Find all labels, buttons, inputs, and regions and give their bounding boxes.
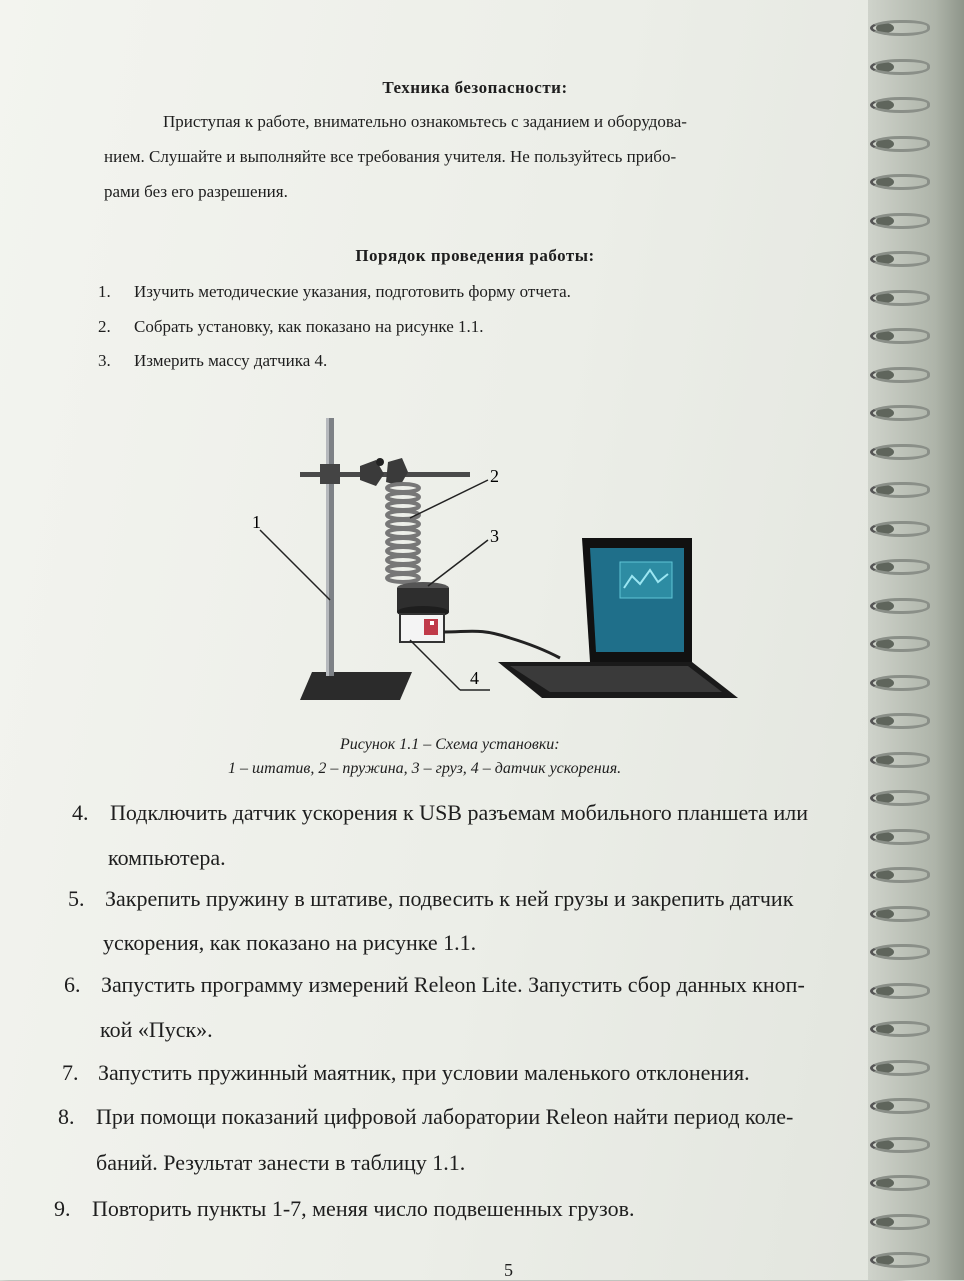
spiral-coil <box>870 1214 930 1230</box>
figure-label-4: 4 <box>470 668 479 688</box>
step-number: 1. <box>98 282 111 301</box>
step-text-continued: кой «Пуск». <box>100 1017 213 1042</box>
step-number: 7. <box>62 1060 79 1085</box>
step-text: Запустить пружинный маятник, при условии маленького отклонения. <box>98 1060 750 1085</box>
step-text: Собрать установку, как показано на рисунке 1.1. <box>134 317 484 336</box>
figure-caption-title: Рисунок 1.1 – Схема установки: <box>340 736 560 753</box>
step-number: 5. <box>68 886 85 911</box>
spiral-coil <box>870 521 930 537</box>
step-text-continued: ускорения, как показано на рисунке 1.1. <box>103 930 477 955</box>
stand-base <box>300 672 412 700</box>
spiral-coil <box>870 944 930 960</box>
spiral-coil <box>870 367 930 383</box>
laptop <box>498 538 738 698</box>
step-number: 3. <box>98 351 111 370</box>
spiral-coil <box>870 1060 930 1076</box>
spiral-coil <box>870 251 930 267</box>
step-text-continued: компьютера. <box>108 845 226 870</box>
figure-label-3: 3 <box>490 526 499 546</box>
sensor-cable <box>444 631 560 658</box>
spiral-coil <box>870 906 930 922</box>
procedure-heading: Порядок проведения работы: <box>355 246 595 265</box>
step-text: Измерить массу датчика 4. <box>134 351 328 370</box>
spiral-coil <box>870 328 930 344</box>
spiral-coil <box>870 213 930 229</box>
page-number: 5 <box>504 1260 513 1280</box>
safety-line-2: нием. Слушайте и выполняйте все требования учителя. Не пользуйтесь прибо- <box>104 147 677 166</box>
safety-heading: Техника безопасности: <box>382 78 568 97</box>
figure-caption-legend: 1 – штатив, 2 – пружина, 3 – груз, 4 – датчик ускорения. <box>228 760 622 777</box>
spiral-coil <box>870 444 930 460</box>
spiral-coil <box>870 97 930 113</box>
spiral-coil <box>870 405 930 421</box>
spiral-coil <box>870 59 930 75</box>
safety-line-1: Приступая к работе, внимательно ознакомьтесь с заданием и оборудова- <box>163 112 687 131</box>
spiral-coil <box>870 20 930 36</box>
step-number: 9. <box>54 1196 71 1221</box>
step-text: Изучить методические указания, подготовить форму отчета. <box>134 282 571 301</box>
spiral-coil <box>870 675 930 691</box>
spiral-coil <box>870 1021 930 1037</box>
step-text-continued: баний. Результат занести в таблицу 1.1. <box>96 1150 466 1175</box>
spring <box>387 484 419 582</box>
figure-label-1: 1 <box>252 512 261 532</box>
step-number: 8. <box>58 1104 75 1129</box>
spiral-coil <box>870 559 930 575</box>
safety-line-3: рами без его разрешения. <box>104 182 288 201</box>
spiral-coil <box>870 829 930 845</box>
spiral-coil <box>870 713 930 729</box>
spiral-coil <box>870 174 930 190</box>
spiral-coil <box>870 1252 930 1268</box>
step-text: Подключить датчик ускорения к USB разъемам мобильного планшета или <box>110 800 808 825</box>
setup-figure <box>252 400 740 730</box>
step-number: 6. <box>64 972 81 997</box>
step-number: 2. <box>98 317 111 336</box>
spiral-coil <box>870 482 930 498</box>
spiral-coil <box>870 636 930 652</box>
step-text: При помощи показаний цифровой лаборатории Releon найти период коле- <box>96 1104 794 1129</box>
spiral-coil <box>870 790 930 806</box>
spiral-coil <box>870 1175 930 1191</box>
spiral-coil <box>870 752 930 768</box>
spiral-coil <box>870 1137 930 1153</box>
spiral-coil <box>870 598 930 614</box>
spiral-coil <box>870 290 930 306</box>
figure-label-2: 2 <box>490 466 499 486</box>
step-text: Повторить пункты 1-7, меняя число подвешенных грузов. <box>92 1196 635 1221</box>
spiral-coil <box>870 983 930 999</box>
step-text: Закрепить пружину в штативе, подвесить к ней грузы и закрепить датчик <box>105 886 794 911</box>
spiral-coil <box>870 136 930 152</box>
spiral-coil <box>870 867 930 883</box>
spiral-coil <box>870 1098 930 1114</box>
step-number: 4. <box>72 800 89 825</box>
step-text: Запустить программу измерений Releon Lite. Запустить сбор данных кноп- <box>101 972 805 997</box>
